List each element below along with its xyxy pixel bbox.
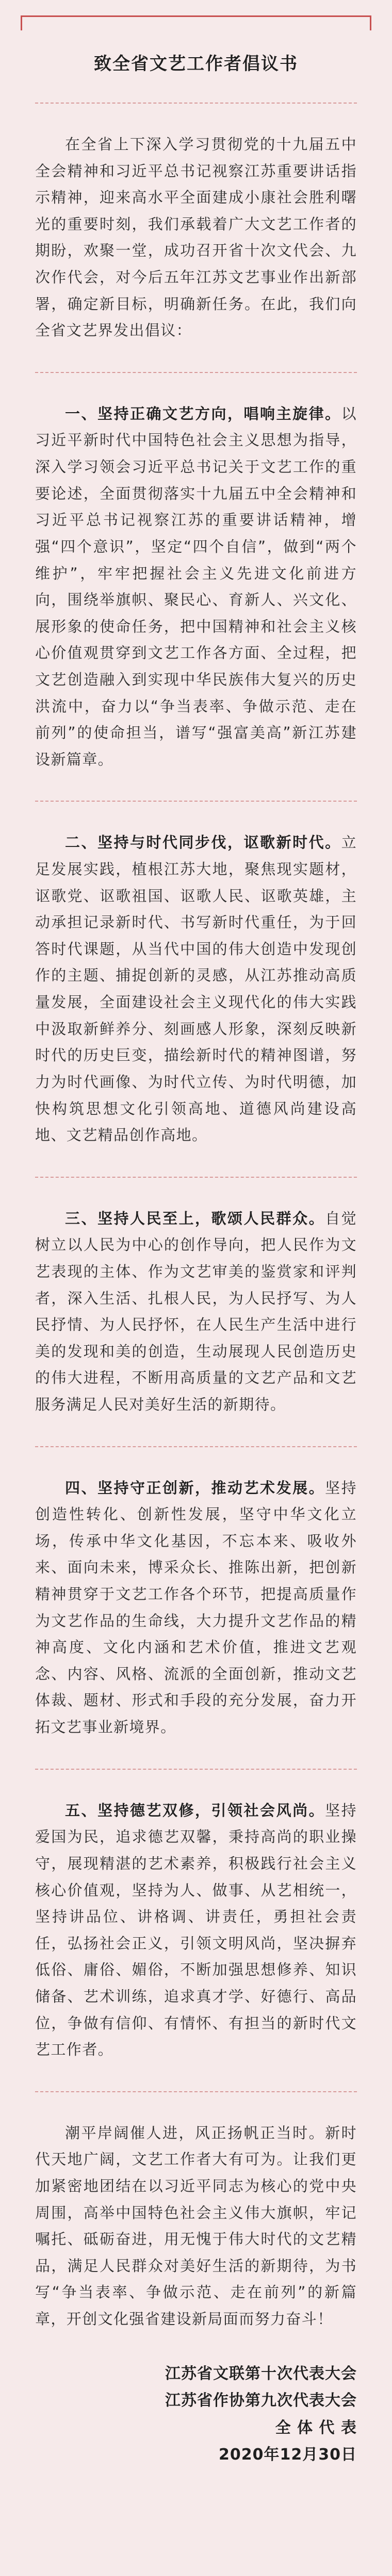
section-divider [35, 1177, 357, 1178]
section-4-paragraph [35, 1475, 357, 1741]
section-3 [35, 1206, 357, 1418]
section-1 [35, 401, 357, 773]
section-1-paragraph [35, 401, 357, 773]
section-5-paragraph [35, 1798, 357, 2063]
section-5 [35, 1798, 357, 2063]
section-2-heading: 二、坚持与时代同步伐，讴歌新时代。 [65, 834, 341, 852]
section-1-body: 以习近平新时代中国特色社会主义思想为指导，深入学习领会习近平总书记关于文艺工作的重要论述，全面贯彻落实十九届五中全会精神和习近平总书记视察江苏的重要讲话精神，增强“四个意识”，坚定“四个自信”，做到“两个维护”，牢牢把握社会主义先进文化前进方向，围绕举旗帜、聚民心、育新人、兴文化、展形象的使命任务，把中国精神和社会主义核心价值观贯穿到文艺工作各方面、全过程，把文艺创造融入到实现中华民族伟大复兴的历史洪流中，奋力以“争当表率、争做示范、走在前列”的使命担当，谱写“强富美高”新江苏建设新篇章。 [35, 404, 357, 768]
section-divider [35, 2091, 357, 2092]
signature-all-delegates: 全 体 代 表 [275, 2418, 357, 2437]
title-divider [35, 103, 357, 104]
section-divider [35, 372, 357, 373]
signature-org-2: 江苏省作协第九次代表大会 [165, 2392, 357, 2410]
section-3-paragraph [35, 1206, 357, 1418]
closing-paragraph: 潮平岸阔催人进，风正扬帆正当时。新时代天地广阔，文艺工作者大有可为。让我们更加紧密地团结在以习近平同志为核心的党中央周围，高举中国特色社会主义伟大旗帜，牢记嘱托、砥砺奋进，用无愧于伟大时代的文艺精品，满足人民群众对美好生活的新期待，为书写“争当表率、争做示范、走在前列”的新篇章，开创文化强省建设新局面而努力奋斗！ [35, 2124, 357, 2328]
intro-paragraph: 在全省上下深入学习贯彻党的十九届五中全会精神和习近平总书记视察江苏重要讲话指示精神，迎来高水平全面建成小康社会胜利曙光的重要时刻，我们承载着广大文艺工作者的期盼，欢聚一堂，成功召开省十次文代会、九次作代会，对今后五年江苏文艺事业作出新部署，确定新目标，明确新任务。在此，我们向全省文艺界发出倡议： [35, 135, 357, 340]
section-3-heading: 三、坚持人民至上，歌颂人民群众。 [65, 1209, 325, 1227]
section-5-heading: 五、坚持德艺双修，引领社会风尚。 [65, 1801, 325, 1819]
section-divider [35, 801, 357, 802]
top-decorative-border [21, 15, 371, 30]
signature-org-1: 江苏省文联第十次代表大会 [165, 2364, 357, 2383]
section-2-paragraph [35, 829, 357, 1148]
document-title: 致全省文艺工作者倡议书 [94, 54, 298, 74]
section-4 [35, 1475, 357, 1741]
signature-block [35, 2361, 357, 2469]
section-3-body: 自觉树立以人民为中心的创作导向，把人民作为文艺表现的主体、作为文艺审美的鉴赏家和评判者，深入生活、扎根人民，为人民抒写、为人民抒情、为人民抒怀，在人民生产生活中进行美的发现和美的创造，生动展现人民创造历史的伟大进程，不断用高质量的文艺产品和文艺服务满足人民对美好生活的新期待。 [35, 1209, 357, 1413]
section-5-body: 坚持爱国为民，追求德艺双馨，秉持高尚的职业操守，展现精湛的艺术素养，积极践行社会主义核心价值观，坚持为人、做事、从艺相统一，坚持讲品位、讲格调、讲责任，勇担社会责任，弘扬社会正义，引领文明风尚，坚决摒弃低俗、庸俗、媚俗，不断加强思想修养、知识储备、艺术训练，追求真才学、好德行、高品位，争做有信仰、有情怀、有担当的新时代文艺工作者。 [35, 1801, 357, 2059]
section-4-body: 坚持创造性转化、创新性发展，坚守中华文化立场，传承中华文化基因，不忘本来、吸收外来、面向未来，博采众长、推陈出新，把创新精神贯穿于文艺工作各个环节，把提高质量作为文艺作品的生命线，大力提升文艺作品的精神高度、文化内涵和艺术价值，推进文艺观念、内容、风格、流派的全面创新，推动文艺体裁、题材、形式和手段的充分发展，奋力开拓文艺事业新境界。 [35, 1479, 357, 1736]
signature-date: 2020年12月30日 [219, 2446, 357, 2464]
section-divider [35, 1769, 357, 1770]
section-2 [35, 829, 357, 1148]
section-4-heading: 四、坚持守正创新，推动艺术发展。 [65, 1479, 325, 1497]
section-1-heading: 一、坚持正确文艺方向，唱响主旋律。 [65, 404, 341, 422]
section-divider [35, 1446, 357, 1447]
section-2-body: 立足发展实践，植根江苏大地，聚焦现实题材，讴歌党、讴歌祖国、讴歌人民、讴歌英雄，主动承担记录新时代、书写新时代重任，为于回答时代课题，从当代中国的伟大创造中发现创作的主题、捕捉创新的灵感，从江苏推动高质量发展，全面建设社会主义现代化的伟大实践中汲取新鲜养分、刻画感人形象，深刻反映新时代的历史巨变，描绘新时代的精神图谱，努力为时代画像、为时代立传、为时代明德，加快构筑思想文化引领高地、道德风尚建设高地、文艺精品创作高地。 [35, 834, 357, 1144]
